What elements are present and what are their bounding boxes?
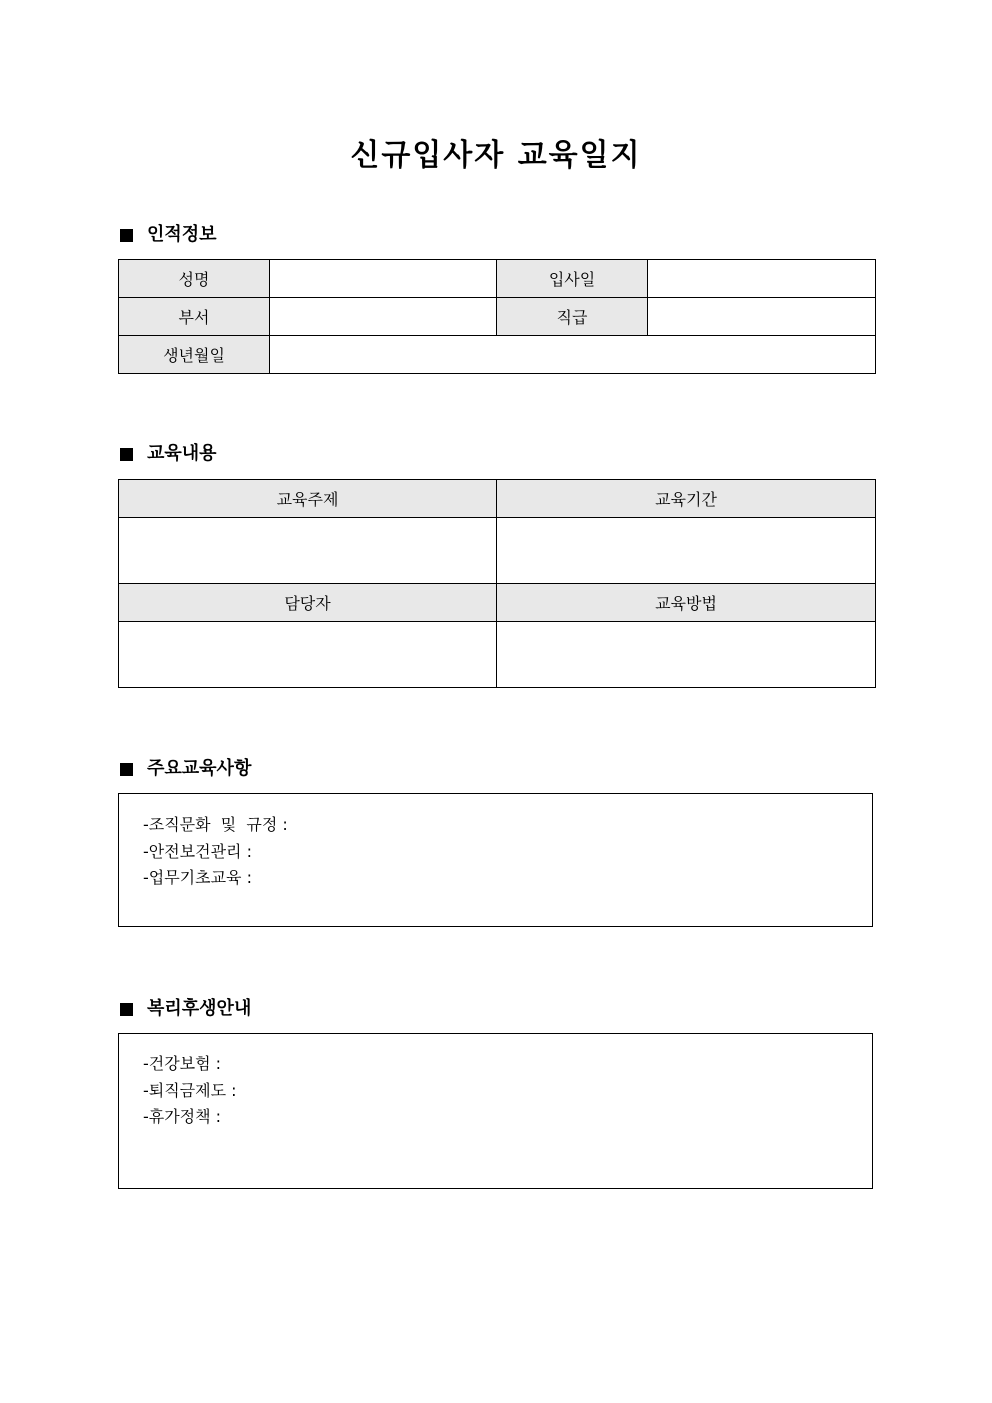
key-item-line: -안전보건관리 : bbox=[143, 841, 252, 861]
square-bullet-icon bbox=[120, 1003, 133, 1016]
section-heading-training bbox=[118, 442, 217, 466]
welfare-box[interactable] bbox=[118, 1033, 873, 1189]
rank-label: 직급 bbox=[497, 298, 648, 336]
section-heading-key-items bbox=[118, 757, 251, 781]
key-item-line: -업무기초교육 : bbox=[143, 868, 252, 887]
birthdate-field[interactable] bbox=[270, 336, 876, 374]
key-item-line: -조직문화 및 규정 : bbox=[143, 815, 288, 834]
section-heading-label: 주요교육사항 bbox=[147, 758, 252, 779]
department-label: 부서 bbox=[119, 298, 270, 336]
section-heading-label: 복리후생안내 bbox=[147, 998, 252, 1019]
section-heading-welfare bbox=[118, 997, 251, 1021]
personal-info-table bbox=[118, 259, 876, 374]
rank-field[interactable] bbox=[648, 298, 876, 336]
name-field[interactable] bbox=[270, 260, 497, 298]
training-table bbox=[118, 479, 876, 688]
welfare-line: -휴가정책 : bbox=[143, 1107, 222, 1126]
topic-field[interactable] bbox=[119, 518, 497, 584]
name-label: 성명 bbox=[119, 260, 270, 298]
topic-label: 교육주제 bbox=[119, 480, 497, 518]
manager-label: 담당자 bbox=[119, 584, 497, 622]
square-bullet-icon bbox=[120, 229, 133, 242]
section-heading-personal bbox=[118, 223, 217, 247]
section-heading-label: 교육내용 bbox=[147, 443, 217, 464]
period-label: 교육기간 bbox=[497, 480, 876, 518]
square-bullet-icon bbox=[120, 448, 133, 461]
key-items-box[interactable] bbox=[118, 793, 873, 927]
hire-date-label: 입사일 bbox=[497, 260, 648, 298]
method-label: 교육방법 bbox=[497, 584, 876, 622]
department-field[interactable] bbox=[270, 298, 497, 336]
welfare-line: -퇴직금제도 : bbox=[143, 1080, 237, 1100]
welfare-line: -건강보험 : bbox=[143, 1054, 222, 1073]
period-field[interactable] bbox=[497, 518, 876, 584]
birthdate-label: 생년월일 bbox=[119, 336, 270, 374]
method-field[interactable] bbox=[497, 622, 876, 688]
page-title: 신규입사자 교육일지 bbox=[350, 138, 642, 173]
square-bullet-icon bbox=[120, 763, 133, 776]
hire-date-field[interactable] bbox=[648, 260, 876, 298]
section-heading-label: 인적정보 bbox=[147, 224, 217, 245]
manager-field[interactable] bbox=[119, 622, 497, 688]
